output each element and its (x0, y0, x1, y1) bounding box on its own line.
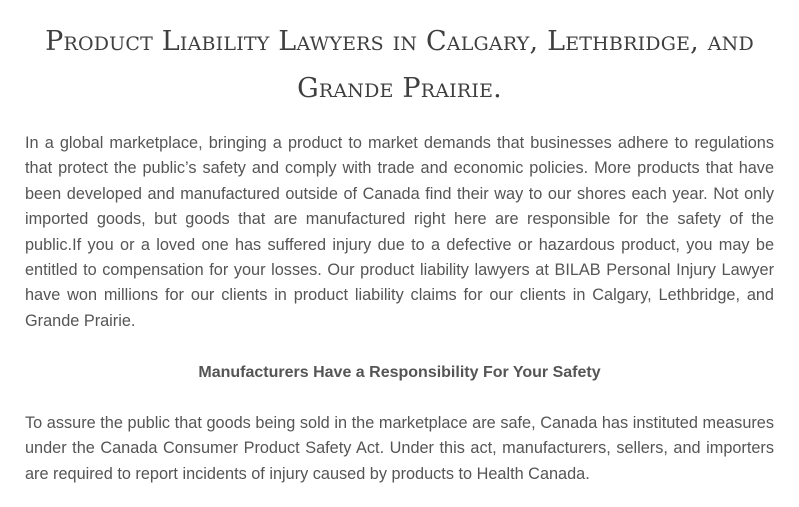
intro-paragraph: In a global marketplace, bringing a product to market demands that businesses adhere to regulations that protect the public’s safety and comply with trade and economic policies. More products that have been developed and manufactured outside of Canada find their way to our shores each year. Not only imported goods, but goods that are manufactured right here are responsible for the safety of the public.If you or a loved one has suffered injury due to a defective or hazardous product, you may be entitled to compensation for your losses. Our product liability lawyers at BILAB Personal Injury Lawyer have won millions for our clients in product liability claims for our clients in Calgary, Lethbridge, and Grande Prairie. (25, 134, 774, 330)
section-heading: Manufacturers Have a Responsibility For Your Safety (198, 364, 601, 381)
page-title: Product Liability Lawyers in Calgary, Lethbridge, and Grande Prairie. (45, 26, 754, 104)
section-paragraph: To assure the public that goods being sold in the marketplace are safe, Canada has instituted measures under the Canada Consumer Product Safety Act. Under this act, manufacturers, sellers, and importers are required to report incidents of injury caused by products to Health Canada. (25, 414, 774, 483)
